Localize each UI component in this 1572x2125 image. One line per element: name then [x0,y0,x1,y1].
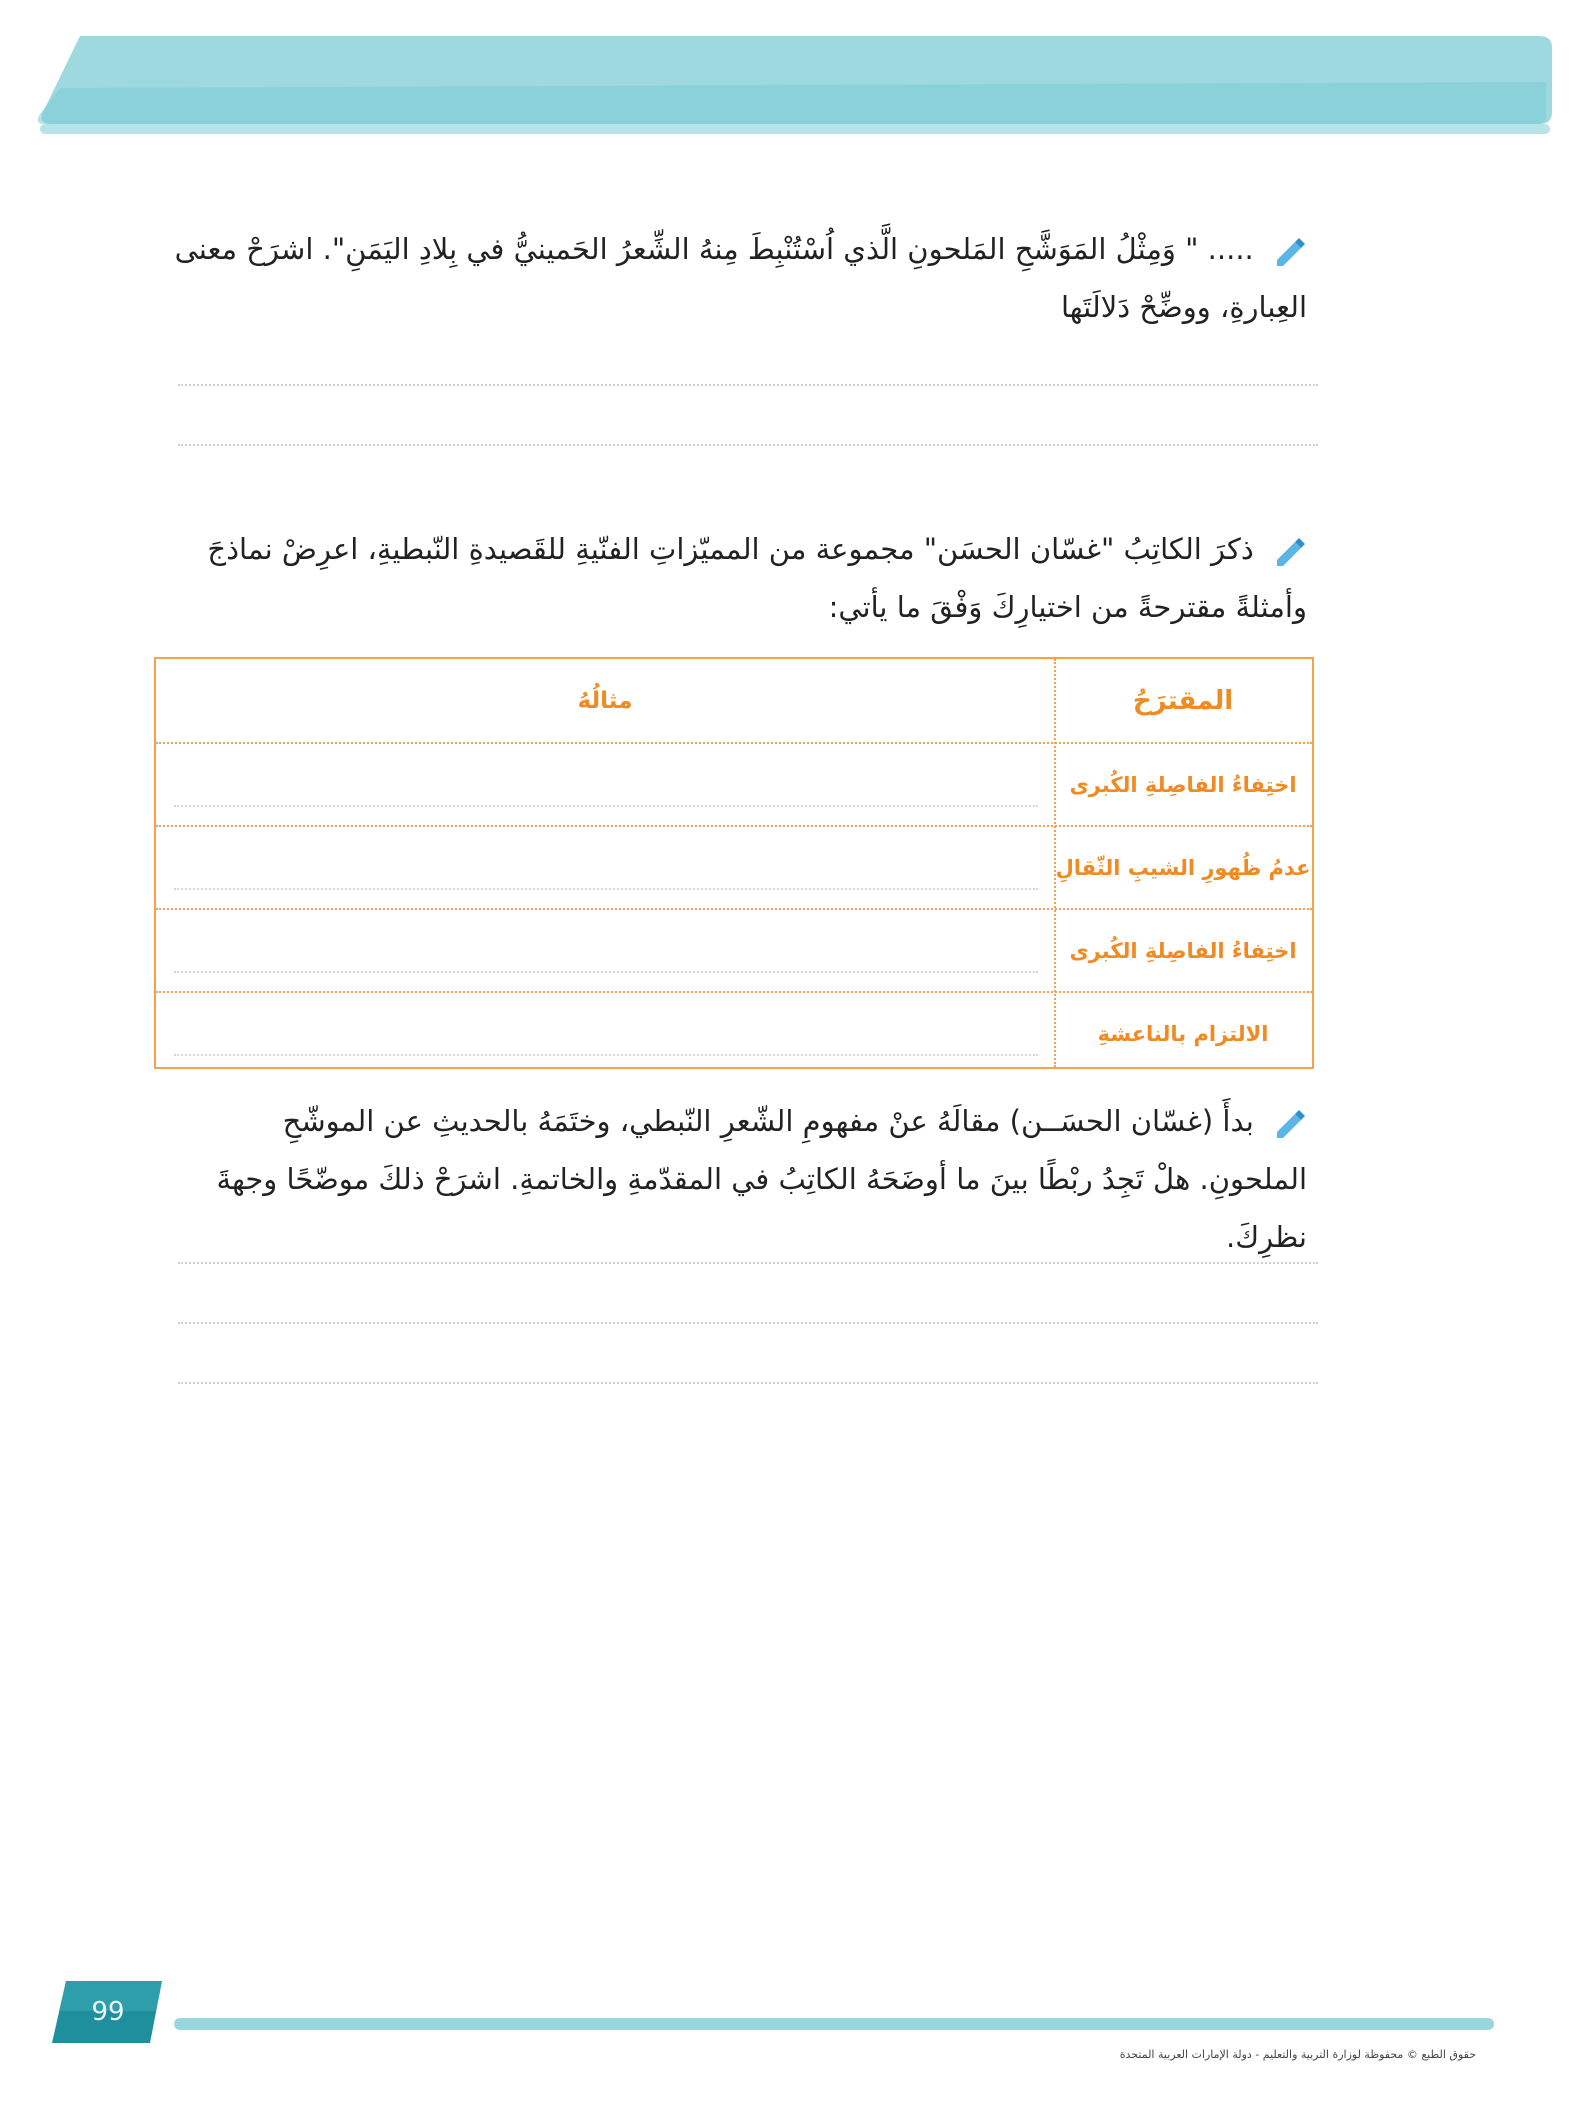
answer-line[interactable] [174,888,1038,890]
page-number: 99 [91,1997,125,2027]
answer-line [178,1382,1318,1384]
table-header-row [156,659,1312,742]
column-divider [1054,659,1056,1067]
answer-line [178,1262,1318,1264]
table-row-label: الالتزام بالناعشةِ [1097,1021,1269,1046]
answer-line [178,384,1318,386]
table-header-value: مثالُهُ [577,687,633,714]
answer-line [178,1322,1318,1324]
table-row [156,742,1312,825]
question-2 [167,520,1307,636]
table-row-label: اختِفاءُ الفاصِلةِ الكُبرى [1069,772,1297,797]
question-2-text: ذكرَ الكاتِبُ "غسّان الحسَن" مجموعة من المميّزاتِ الفنّيةِ للقَصيدةِ النّبطيةِ، اعرِضْ نماذجَ وأمثلةً مقترحةً من اختيارِكَ وَفْقَ ما يأتي: [207,532,1307,624]
header-band [0,0,1572,150]
examples-table [154,657,1314,1069]
answer-line[interactable] [174,805,1038,807]
question-1 [167,220,1307,336]
table-row [156,908,1312,991]
table-row [156,991,1312,1074]
table-row [156,825,1312,908]
table-row-label: اختِفاءُ الفاصِلةِ الكُبرى [1069,938,1297,963]
copyright-text: حقوق الطبع © محفوظة لوزارة التربية والتعليم - دولة الإمارات العربية المتحدة [1119,2048,1476,2061]
table-row-label: عدمُ ظُهورِ الشيبِ الثّقالِ [1055,855,1311,880]
question-3-text: بدأَ (غسّان الحسَــن) مقالَهُ عنْ مفهومِ الشّعرِ النّبطي، وختَمَهُ بالحديثِ عن الموشّحِ الملحونِ. هلْ تَجِدُ ربْطًا بينَ ما أوضَحَهُ الكاتِبُ في المقدّمةِ والخاتمةِ. اشرَحْ ذلكَ موضّحًا وجهةَ نظرِكَ. [216,1104,1307,1254]
answer-line[interactable] [174,971,1038,973]
answer-line[interactable] [174,1054,1038,1056]
footer-bar [174,2018,1494,2030]
question-1-text: ..... " وَمِثْلُ المَوَشَّحِ المَلحونِ الَّذي اُسْتُنْبِطَ مِنهُ الشِّعرُ الحَمينيُّ في بِلادِ اليَمَنِ". اشرَحْ معنى العِبارةِ، ووضِّحْ دَلالَتَها [174,232,1307,324]
answer-line [178,444,1318,446]
pen-icon [1273,536,1307,566]
pen-icon [1273,1108,1307,1138]
table-header-label: المقترَحُ [1132,685,1234,716]
page-number-tag [52,1981,164,2043]
pen-icon [1273,236,1307,266]
question-3 [167,1092,1307,1266]
